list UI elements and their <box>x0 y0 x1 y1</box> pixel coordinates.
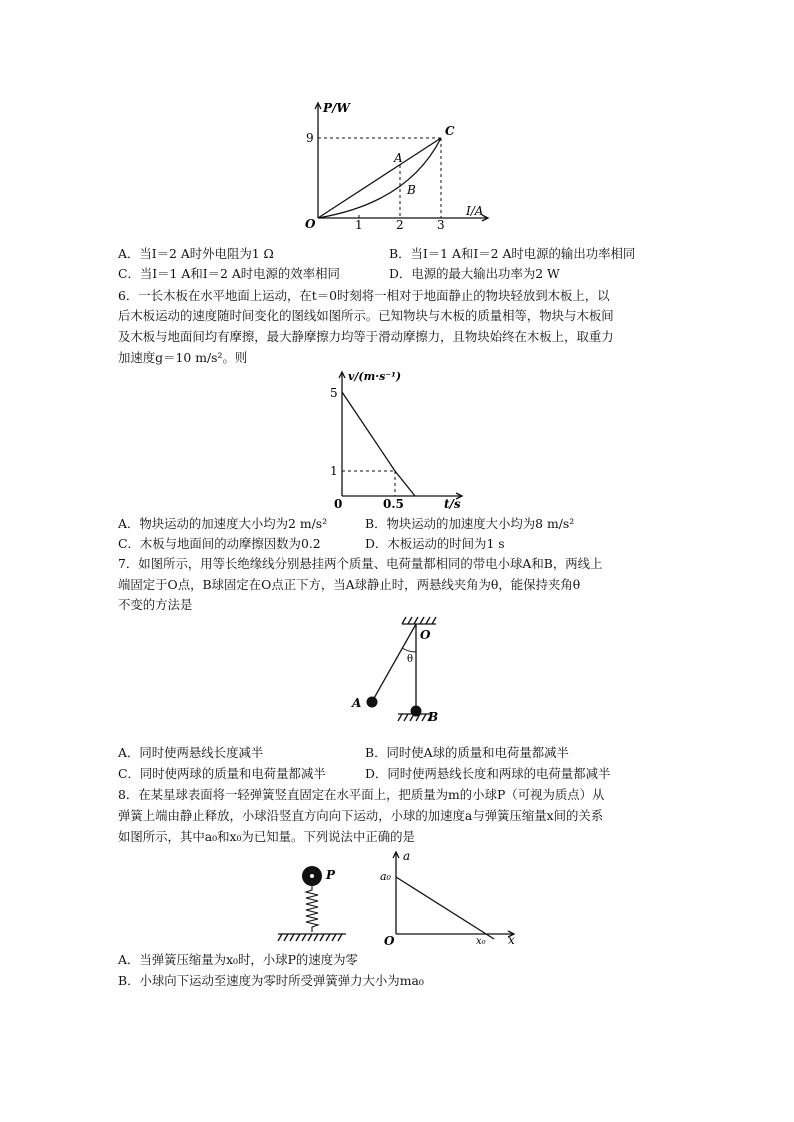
y-axis-label: P/W <box>323 101 350 115</box>
x-tick-x0: x₀ <box>476 936 486 946</box>
y-tick-1: 1 <box>330 464 338 478</box>
x-axis-label: t/s <box>444 497 461 510</box>
theta-label: θ <box>407 654 414 665</box>
ball-a-label: A <box>352 696 362 710</box>
x-tick-0: 0 <box>334 497 343 510</box>
x-axis-label: I/A <box>466 204 484 218</box>
q8-stem-line-1: 8．在某星球表面将一轻弹簧竖直固定在水平面上，把质量为m的小球P（可视为质点）从 <box>118 787 605 802</box>
point-a-label: A <box>394 151 403 165</box>
q6-option-d: D．木板运动的时间为1 s <box>365 536 505 551</box>
a-x-line <box>396 877 494 939</box>
y-axis-label: v/(m·s⁻¹) <box>348 370 402 383</box>
ball-b <box>411 706 422 717</box>
q6-option-b: B．物块运动的加速度大小均为8 m/s² <box>365 516 575 531</box>
x-tick-3: 3 <box>437 218 445 230</box>
q7-option-a: A．同时使两悬线长度减半 <box>118 745 264 760</box>
ball-b-label: B <box>428 710 439 724</box>
origin-label: O <box>305 217 316 230</box>
q8-option-b: B．小球向下运动至速度为零时所受弹簧弹力大小为ma₀ <box>118 973 424 988</box>
q7-stem-line-2: 端固定于O点，B球固定在O点正下方，当A球静止时，两悬线夹角为θ，能保持夹角θ <box>118 577 581 592</box>
q7-stem-line-1: 7．如图所示，用等长绝缘线分别悬挂两个质量、电荷量都相同的带电小球A和B，两线上 <box>118 556 603 571</box>
q6-option-a: A．物块运动的加速度大小均为2 m/s² <box>118 516 328 531</box>
x-tick-05: 0.5 <box>383 497 404 510</box>
angle-arc <box>402 648 416 652</box>
q6-stem-line-4: 加速度g＝10 m/s²。则 <box>118 350 248 365</box>
q8-option-a: A．当弹簧压缩量为x₀时，小球P的速度为零 <box>118 952 358 967</box>
acceleration-compression-graph <box>376 846 522 946</box>
q5-option-b: B．当I＝1 A和I＝2 A时电源的输出功率相同 <box>389 246 636 261</box>
velocity-line <box>342 392 415 496</box>
spring-ball-figure <box>270 858 350 944</box>
q7-option-c: C．同时使两球的质量和电荷量都减半 <box>118 766 326 781</box>
q5-option-a: A．当I＝2 A时外电阻为1 Ω <box>118 246 274 261</box>
x-tick-2: 2 <box>396 218 404 230</box>
q5-option-d: D．电源的最大输出功率为2 W <box>389 266 560 281</box>
ball-p-label: P <box>326 868 336 882</box>
y-tick-a0: a₀ <box>380 870 391 883</box>
y-axis-label: a <box>403 849 411 863</box>
hanging-balls-figure <box>346 616 456 728</box>
q6-option-c: C．木板与地面间的动摩擦因数为0.2 <box>118 536 321 551</box>
x-tick-1: 1 <box>355 218 363 230</box>
point-c-label: C <box>445 124 455 138</box>
q8-stem-line-3: 如图所示，其中a₀和x₀为已知量。下列说法中正确的是 <box>118 829 415 844</box>
ball-a <box>367 697 378 708</box>
q7-option-d: D．同时使两悬线长度和两球的电荷量都减半 <box>365 766 611 781</box>
y-tick-9: 9 <box>306 131 314 145</box>
velocity-time-graph <box>326 366 466 510</box>
q8-stem-line-2: 弹簧上端由静止释放，小球沿竖直方向向下运动，小球的加速度a与弹簧压缩量x间的关系 <box>118 808 604 823</box>
point-b-label: B <box>407 183 416 197</box>
q7-option-b: B．同时使A球的质量和电荷量都减半 <box>365 745 569 760</box>
q6-stem-line-1: 6．一长木板在水平地面上运动，在t＝0时刻将一相对于地面静止的物块轻放到木板上，以 <box>118 288 610 303</box>
q6-stem-line-2: 后木板运动的速度随时间变化的图线如图所示。已知物块与木板的质量相等，物块与木板间 <box>118 308 614 323</box>
q7-stem-line-3: 不变的方法是 <box>118 597 193 612</box>
point-o-label: O <box>420 628 431 642</box>
power-current-graph <box>298 98 498 230</box>
y-tick-5: 5 <box>330 386 338 400</box>
x-axis-label: x <box>508 933 515 946</box>
q5-option-c: C．当I＝1 A和I＝2 A时电源的效率相同 <box>118 266 340 281</box>
spring <box>306 886 318 932</box>
q6-stem-line-3: 及木板与地面间均有摩擦，最大静摩擦力均等于滑动摩擦力，且物块始终在木板上，取重力 <box>118 329 614 344</box>
origin-label: O <box>384 934 395 946</box>
line-oc <box>318 138 441 218</box>
